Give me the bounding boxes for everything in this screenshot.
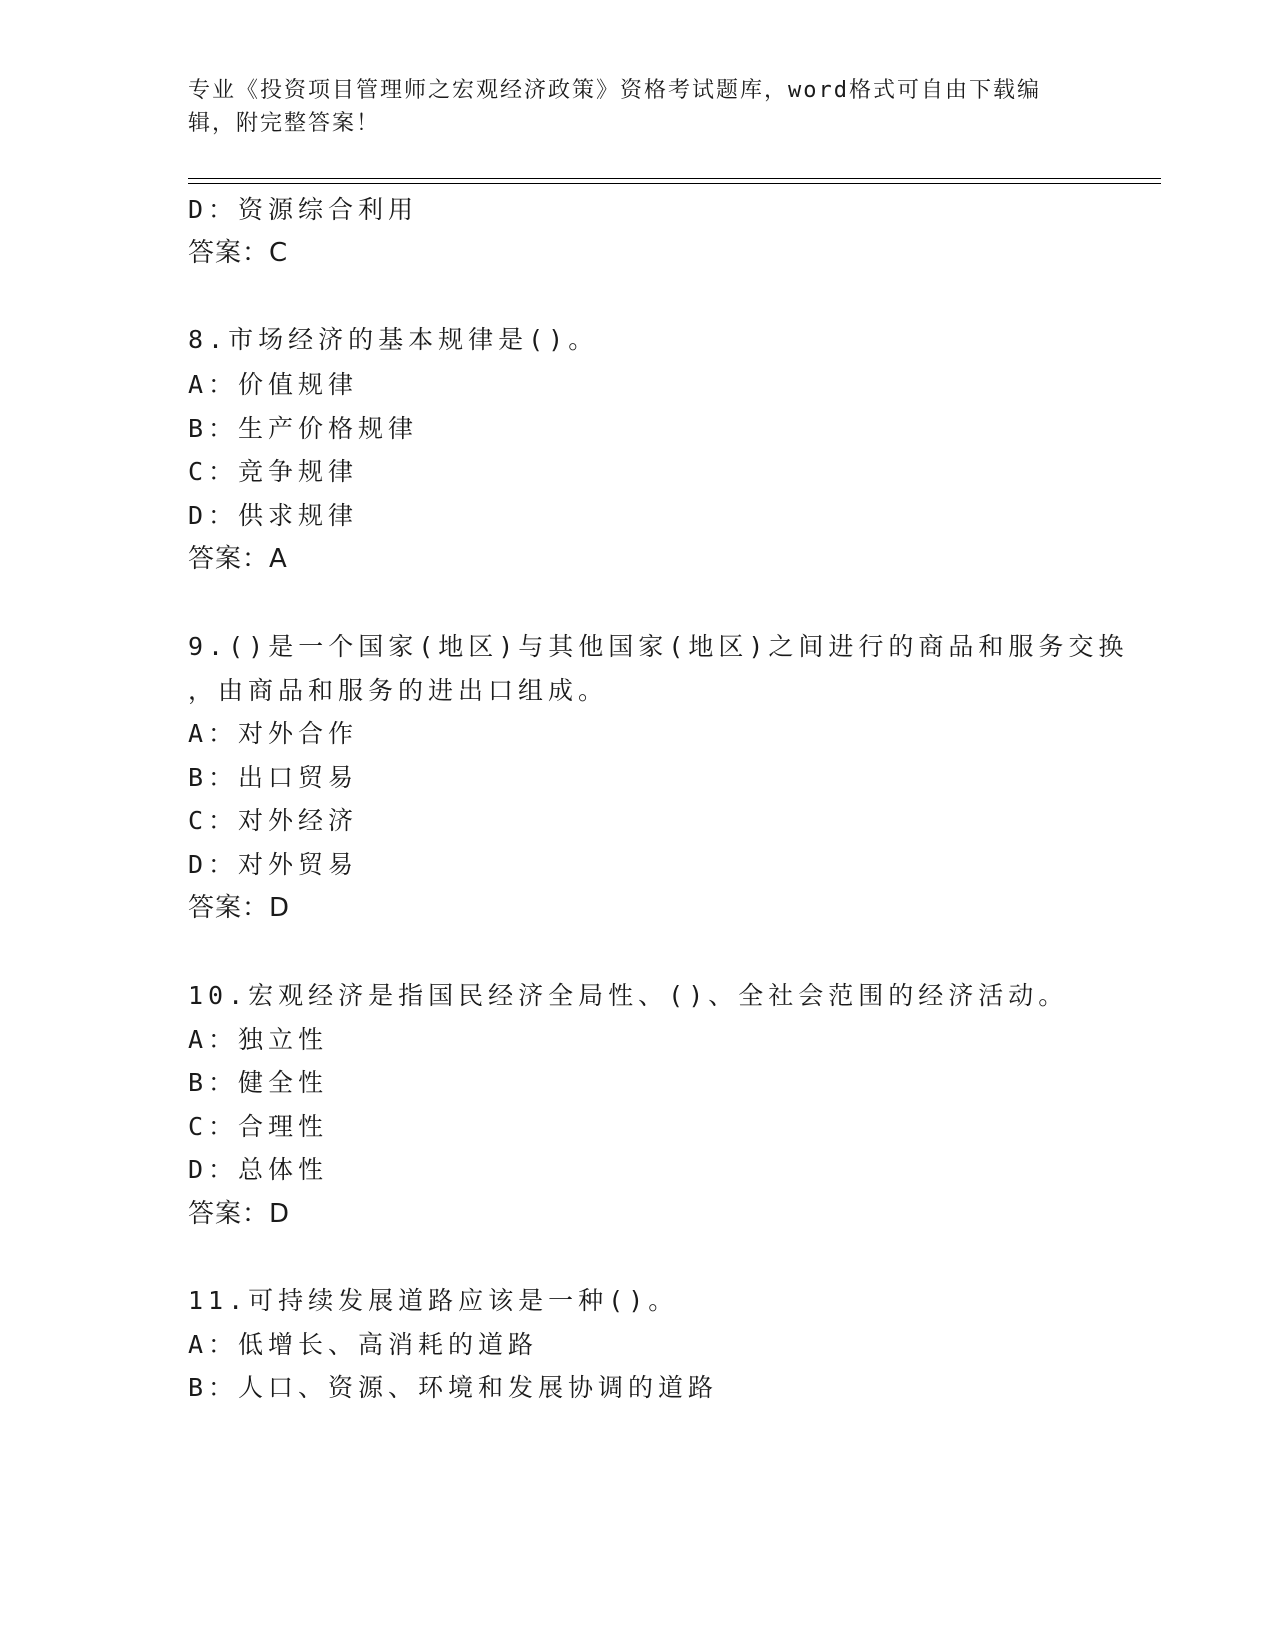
q10-option-c: C：合理性 (188, 1112, 329, 1141)
q8-option-b: B：生产价格规律 (188, 414, 419, 443)
q9-answer: 答案：D (188, 893, 291, 923)
q11-stem: 11.可持续发展道路应该是一种()。 (188, 1286, 679, 1315)
header-divider-top (188, 178, 1161, 179)
header-divider-bottom (188, 183, 1161, 184)
q8-option-a: A：价值规律 (188, 370, 359, 399)
q8-stem: 8.市场经济的基本规律是()。 (188, 325, 599, 354)
header-line-2: 辑，附完整答案！ (188, 111, 381, 136)
q11-option-a: A：低增长、高消耗的道路 (188, 1330, 539, 1359)
prev-option-d: D：资源综合利用 (188, 195, 419, 224)
q8-option-d: D：供求规律 (188, 501, 359, 530)
q9-option-b: B：出口贸易 (188, 763, 359, 792)
q9-stem-line-1: 9.()是一个国家(地区)与其他国家(地区)之间进行的商品和服务交换 (188, 632, 1129, 661)
q9-stem-line-2: ，由商品和服务的进出口组成。 (188, 676, 609, 705)
q10-option-b: B：健全性 (188, 1068, 329, 1097)
q9-option-d: D：对外贸易 (188, 850, 359, 879)
q10-stem: 10.宏观经济是指国民经济全局性、()、全社会范围的经济活动。 (188, 981, 1069, 1010)
q11-option-b: B：人口、资源、环境和发展协调的道路 (188, 1373, 719, 1402)
document-header (188, 74, 1088, 140)
q10-option-d: D：总体性 (188, 1155, 329, 1184)
header-line-1: 专业《投资项目管理师之宏观经济政策》资格考试题库，word格式可自由下载编 (188, 78, 1041, 103)
q8-answer: 答案：A (188, 544, 288, 574)
q10-option-a: A：独立性 (188, 1025, 329, 1054)
q8-option-c: C：竞争规律 (188, 457, 359, 486)
q10-answer: 答案：D (188, 1199, 291, 1229)
prev-answer: 答案：C (188, 238, 289, 268)
q9-option-a: A：对外合作 (188, 719, 359, 748)
q9-option-c: C：对外经济 (188, 806, 359, 835)
